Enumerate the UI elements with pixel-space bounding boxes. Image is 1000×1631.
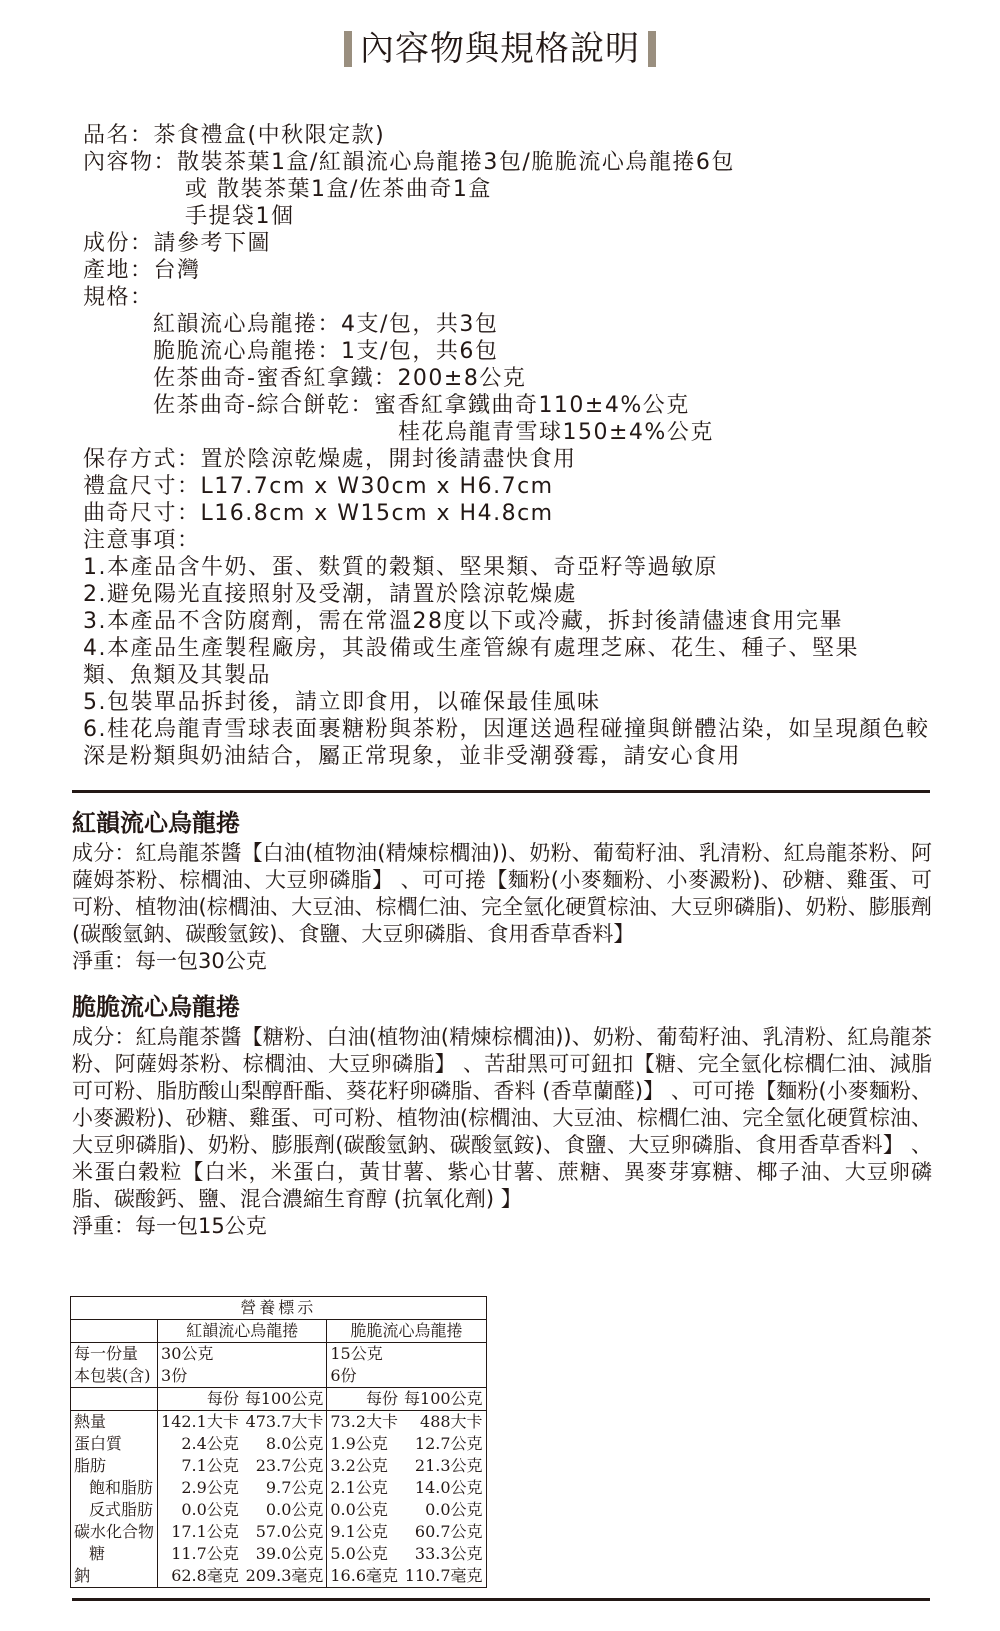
nutrition-row [71, 1565, 487, 1588]
value-b-serving: 0.0公克 [327, 1499, 401, 1521]
nutrition-row [71, 1455, 487, 1477]
section-title: 脆脆流心烏龍捲 [72, 993, 240, 1021]
spec-line: 1.本產品含牛奶、蛋、麩質的穀類、堅果類、奇亞籽等過敏原 [83, 555, 718, 580]
value-b-100g: 33.3公克 [401, 1543, 486, 1565]
per-100-b: 每100公克 [401, 1388, 486, 1411]
nutrition-row [71, 1521, 487, 1543]
spec-line: 成份：請參考下圖 [83, 231, 272, 256]
value-a-100g: 39.0公克 [242, 1543, 327, 1565]
blank-cell [71, 1388, 158, 1411]
serving-a: 30公克 [158, 1343, 327, 1366]
value-b-100g: 0.0公克 [401, 1499, 486, 1521]
spec-line: 手提袋1個 [185, 204, 295, 229]
per-serving-a: 每份 [158, 1388, 242, 1411]
pkg-a: 3份 [158, 1365, 327, 1388]
spec-line: 類、魚類及其製品 [83, 663, 272, 688]
value-a-serving: 62.8毫克 [158, 1565, 242, 1588]
title-bar-right [648, 31, 656, 67]
spec-line: 4.本產品生產製程廠房，其設備或生產管線有處理芝麻、花生、種子、堅果 [83, 636, 859, 661]
nutrition-row [71, 1477, 487, 1499]
spec-line: 保存方式：置於陰涼乾燥處，開封後請盡快食用 [83, 447, 577, 472]
header [0, 28, 1000, 71]
section-cuicui [72, 992, 932, 1240]
spec-line: 品名：茶食禮盒(中秋限定款) [83, 123, 386, 148]
nutrition-row [71, 1433, 487, 1455]
nutrient-name: 反式脂肪 [71, 1499, 158, 1521]
divider-1 [72, 790, 930, 793]
value-b-100g: 60.7公克 [401, 1521, 486, 1543]
pkg-label: 本包裝(含) [71, 1365, 158, 1388]
nutrient-name: 鈉 [71, 1565, 158, 1588]
spec-line: 注意事項： [83, 528, 201, 553]
spec-line: 紅韻流心烏龍捲：4支/包，共3包 [153, 312, 499, 337]
page-title-wrap [344, 28, 656, 70]
nutrition-table [70, 1296, 487, 1588]
title-bar-left [344, 31, 352, 67]
value-b-100g: 12.7公克 [401, 1433, 486, 1455]
value-b-serving: 1.9公克 [327, 1433, 401, 1455]
spec-line: 深是粉類與奶油結合，屬正常現象，並非受潮發霉，請安心食用 [83, 744, 742, 769]
value-a-serving: 7.1公克 [158, 1455, 242, 1477]
value-b-serving: 73.2大卡 [327, 1411, 401, 1434]
spec-list [83, 122, 943, 770]
section-hongyun [72, 808, 932, 975]
col-header-b: 脆脆流心烏龍捲 [327, 1320, 486, 1343]
col-header-a: 紅韻流心烏龍捲 [158, 1320, 327, 1343]
spec-line: 產地：台灣 [83, 258, 201, 283]
section-net-weight: 淨重：每一包15公克 [72, 1214, 267, 1238]
nutrient-name: 蛋白質 [71, 1433, 158, 1455]
nutrition-rows [71, 1411, 487, 1588]
value-a-100g: 0.0公克 [242, 1499, 327, 1521]
section-ingredients: 成分：紅烏龍茶醬【糖粉、白油(植物油(精煉棕櫚油))、奶粉、葡萄籽油、乳清粉、紅烏龍茶粉、阿薩姆茶粉、棕櫚油、大豆卵磷脂】 、苦甜黑可可鈕扣【糖、完全氫化棕櫚仁油、減脂可可粉、脂肪酸山梨醇酐酯、葵花籽卵磷脂、香料 (香草蘭醛)】 、可可捲【麵粉(小麥麵粉、小麥澱粉)、砂糖、雞蛋、可可粉、植物油(棕櫚油、大豆油、棕櫚仁油、完全氫化硬質棕油、大豆卵磷脂)、奶粉、膨脹劑(碳酸氫鈉、碳酸氫銨)、食鹽、大豆卵磷脂、食用香草香料】 、米蛋白穀粒【白米，米蛋白，黃甘薯、紫心甘薯、蔗糖、異麥芽寡糖、椰子油、大豆卵磷脂、碳酸鈣、鹽、混合濃縮生育醇 (抗氧化劑) 】 [72, 1025, 932, 1211]
pkg-b: 6份 [327, 1365, 486, 1388]
value-b-serving: 5.0公克 [327, 1543, 401, 1565]
value-b-serving: 3.2公克 [327, 1455, 401, 1477]
serving-label: 每一份量 [71, 1343, 158, 1366]
spec-line: 規格： [83, 285, 154, 310]
value-b-100g: 488大卡 [401, 1411, 486, 1434]
spec-line: 桂花烏龍青雪球150±4%公克 [398, 420, 714, 445]
spec-line: 3.本產品不含防腐劑，需在常溫28度以下或冷藏，拆封後請儘速食用完畢 [83, 609, 843, 634]
value-a-serving: 2.9公克 [158, 1477, 242, 1499]
per-100-a: 每100公克 [242, 1388, 327, 1411]
value-b-serving: 9.1公克 [327, 1521, 401, 1543]
nutrient-name: 熱量 [71, 1411, 158, 1434]
spec-line: 禮盒尺寸：L17.7cm x W30cm x H6.7cm [83, 474, 554, 499]
value-a-100g: 209.3毫克 [242, 1565, 327, 1588]
value-a-serving: 11.7公克 [158, 1543, 242, 1565]
nutrient-name: 糖 [71, 1543, 158, 1565]
nutrition-row [71, 1411, 487, 1434]
value-b-100g: 14.0公克 [401, 1477, 486, 1499]
nutrition-row [71, 1543, 487, 1565]
spec-line: 2.避免陽光直接照射及受潮，請置於陰涼乾燥處 [83, 582, 577, 607]
nutrition-title: 營養標示 [71, 1297, 487, 1320]
value-a-100g: 9.7公克 [242, 1477, 327, 1499]
blank-cell [71, 1320, 158, 1343]
value-b-serving: 2.1公克 [327, 1477, 401, 1499]
serving-b: 15公克 [327, 1343, 486, 1366]
spec-line: 曲奇尺寸：L16.8cm x W15cm x H4.8cm [83, 501, 554, 526]
value-a-serving: 0.0公克 [158, 1499, 242, 1521]
nutrient-name: 飽和脂肪 [71, 1477, 158, 1499]
spec-line: 6.桂花烏龍青雪球表面裹糖粉與茶粉，因運送過程碰撞與餅體沾染，如呈現顏色較 [83, 717, 930, 742]
value-a-100g: 57.0公克 [242, 1521, 327, 1543]
nutrition-row [71, 1499, 487, 1521]
value-b-100g: 110.7毫克 [401, 1565, 486, 1588]
value-a-serving: 17.1公克 [158, 1521, 242, 1543]
value-a-serving: 2.4公克 [158, 1433, 242, 1455]
spec-line: 佐茶曲奇-蜜香紅拿鐵：200±8公克 [153, 366, 527, 391]
value-a-serving: 142.1大卡 [158, 1411, 242, 1434]
spec-line: 內容物：散裝茶葉1盒/紅韻流心烏龍捲3包/脆脆流心烏龍捲6包 [83, 150, 735, 175]
value-a-100g: 473.7大卡 [242, 1411, 327, 1434]
spec-line: 脆脆流心烏龍捲：1支/包，共6包 [153, 339, 499, 364]
section-ingredients: 成分：紅烏龍茶醬【白油(植物油(精煉棕櫚油))、奶粉、葡萄籽油、乳清粉、紅烏龍茶粉、阿薩姆茶粉、棕櫚油、大豆卵磷脂】 、可可捲【麵粉(小麥麵粉、小麥澱粉)、砂糖、雞蛋、可可粉、植物油(棕櫚油、大豆油、棕櫚仁油、完全氫化硬質棕油、大豆卵磷脂)、奶粉、膨脹劑(碳酸氫鈉、碳酸氫銨)、食鹽、大豆卵磷脂、食用香草香料】 [72, 841, 932, 946]
section-net-weight: 淨重：每一包30公克 [72, 949, 267, 973]
section-title: 紅韻流心烏龍捲 [72, 809, 240, 837]
nutrient-name: 碳水化合物 [71, 1521, 158, 1543]
value-b-serving: 16.6毫克 [327, 1565, 401, 1588]
spec-line: 5.包裝單品拆封後，請立即食用，以確保最佳風味 [83, 690, 601, 715]
page-title: 內容物與規格說明 [360, 29, 640, 69]
value-a-100g: 23.7公克 [242, 1455, 327, 1477]
spec-line: 或 散裝茶葉1盒/佐茶曲奇1盒 [185, 177, 492, 202]
nutrient-name: 脂肪 [71, 1455, 158, 1477]
divider-2 [72, 1598, 930, 1601]
value-b-100g: 21.3公克 [401, 1455, 486, 1477]
value-a-100g: 8.0公克 [242, 1433, 327, 1455]
per-serving-b: 每份 [327, 1388, 401, 1411]
spec-line: 佐茶曲奇-綜合餅乾：蜜香紅拿鐵曲奇110±4%公克 [153, 393, 690, 418]
